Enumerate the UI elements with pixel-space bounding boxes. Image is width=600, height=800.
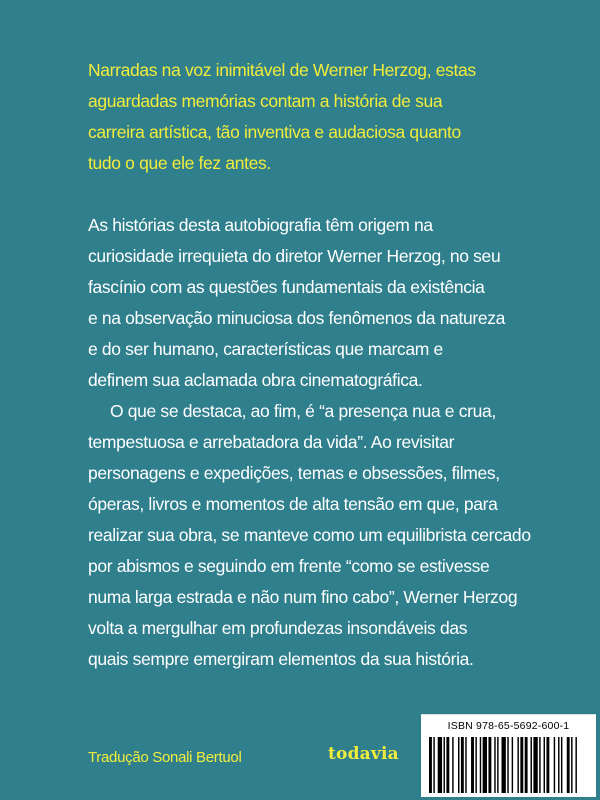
teaser-line: Narradas na voz inimitável de Werner Herzog, estas [88,60,476,80]
barcode-bar [497,737,498,793]
barcode-bar [433,737,434,793]
synopsis-text [88,210,531,675]
barcode-bar [567,737,570,793]
publisher-logo: todavia [328,744,399,764]
barcode-bar [475,737,476,793]
synopsis-line: quais sempre emergiram elementos da sua história. [88,649,474,669]
barcode-bar [452,737,453,793]
barcode-bar [525,737,528,793]
synopsis-line: numa larga estrada e não num fino cabo”, Werner Herzog [88,587,518,607]
barcode-bar [444,737,445,793]
teaser-line: aguardadas memórias contam a história de sua [88,91,443,111]
barcode-bar [502,737,506,793]
synopsis-line: O que se destaca, ao fim, é “a presença nua e crua, [110,401,496,421]
barcode-bar [517,737,518,793]
synopsis-line: As histórias desta autobiografia têm origem na [88,215,433,235]
synopsis-line: e do ser humano, características que marcam e [88,339,443,359]
synopsis-line: fascínio com as questões fundamentais da existência [88,277,485,297]
barcode-bar [465,737,466,793]
barcode-bar [480,737,481,793]
synopsis-line: definem sua aclamada obra cinematográfica. [88,370,423,390]
synopsis-line: curiosidade irrequieta do diretor Werner Herzog, no seu [88,246,501,266]
barcode-bar [531,737,532,793]
teaser-paragraph [88,55,528,179]
barcode-bar [561,737,562,793]
barcode-bar [494,737,495,793]
barcode-bar [554,737,555,793]
barcode-bar [575,737,576,793]
teaser-line: tudo o que ele fez antes. [88,153,271,173]
translator-credit: Tradução Sonali Bertuol [88,749,242,766]
barcode-bar [546,737,549,793]
synopsis-line: por abismos e seguindo em frente “como se estivesse [88,556,490,576]
barcode-bar [539,737,540,793]
barcode-bar [446,737,449,793]
barcode-bar [558,737,559,793]
barcode-bar [533,737,537,793]
barcode-bar [544,737,545,793]
isbn-barcode-box [421,714,596,797]
synopsis-line: personagens e expedições, temas e obsessões, filmes, [88,463,500,483]
synopsis-line: e na observação minuciosa dos fenômenos da natureza [88,308,506,328]
synopsis-line: realizar sua obra, se manteve como um equilibrista cercado [88,525,531,545]
barcode [427,737,590,793]
barcode-bar [458,737,459,793]
barcode-bar [483,737,487,793]
barcode-bar [438,737,442,793]
barcode-bar [461,737,464,793]
barcode-bar [512,737,513,793]
teaser-line: carreira artística, tão inventiva e audaciosa quanto [88,122,461,142]
barcode-bar [488,737,491,793]
barcode-bar [507,737,508,793]
barcode-bar [471,737,474,793]
synopsis-line: óperas, livros e momentos de alta tensão em que, para [88,494,498,514]
isbn-number: ISBN 978-65-5692-600-1 [447,720,570,732]
barcode-bar [571,737,572,793]
barcode-bar [520,737,523,793]
synopsis-line: tempestuosa e arrebatadora da vida”. Ao revisitar [88,432,455,452]
synopsis-line: volta a mergulhar em profundezas insondáveis das [88,618,468,638]
barcode-bar [429,737,432,793]
